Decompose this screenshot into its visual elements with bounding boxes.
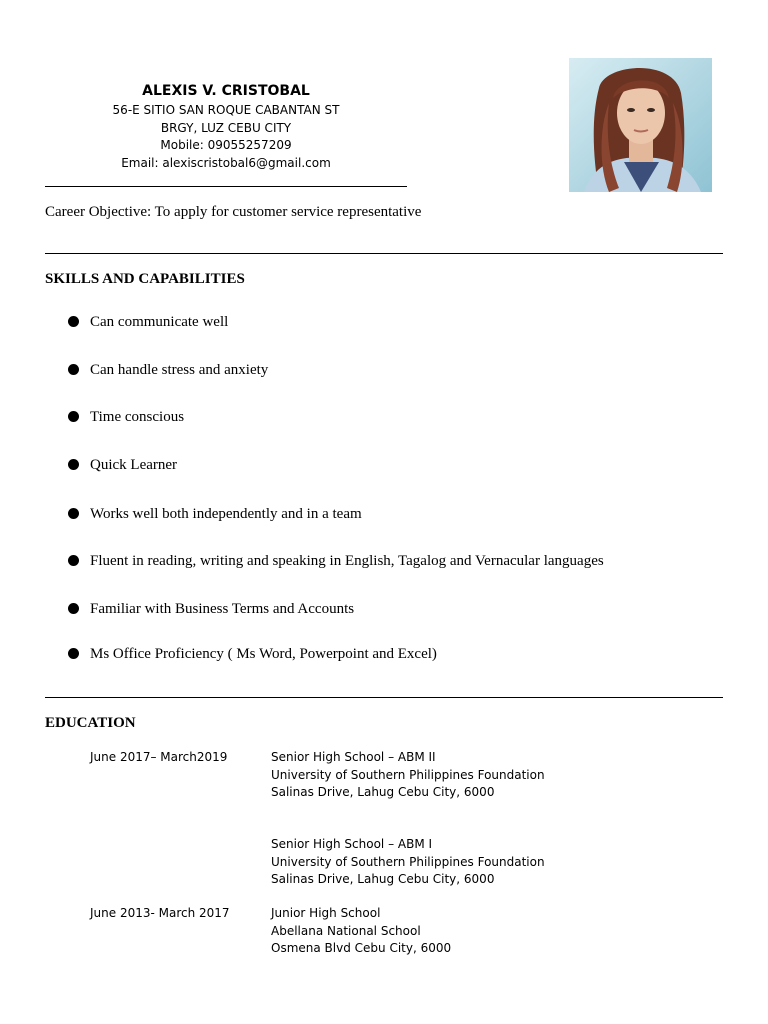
skills-divider xyxy=(45,697,723,698)
skill-text: Familiar with Business Terms and Accounts xyxy=(90,601,355,617)
education-date: June 2017– March2019 xyxy=(90,750,228,764)
career-objective: Career Objective: To apply for customer service representative xyxy=(45,204,422,220)
skills-title: SKILLS AND CAPABILITIES xyxy=(45,271,245,287)
list-item xyxy=(68,455,177,475)
bullet-icon xyxy=(68,316,79,327)
header-divider xyxy=(45,186,407,187)
skill-text: Time conscious xyxy=(90,409,185,425)
education-address: Osmena Blvd Cebu City, 6000 xyxy=(271,941,452,955)
education-entry xyxy=(271,749,545,802)
skill-text: Quick Learner xyxy=(90,457,178,473)
education-date: June 2013- March 2017 xyxy=(90,906,230,920)
skill-text: Works well both independently and in a team xyxy=(90,506,362,522)
skill-text: Ms Office Proficiency ( Ms Word, Powerpoint and Excel) xyxy=(90,646,437,662)
address-line-2: BRGY, LUZ CEBU CITY xyxy=(160,120,292,135)
education-level: Senior High School – ABM II xyxy=(271,750,436,764)
list-item xyxy=(68,644,437,664)
bullet-icon xyxy=(68,648,79,659)
bullet-icon xyxy=(68,364,79,375)
bullet-icon xyxy=(68,603,79,614)
portrait-image xyxy=(569,58,712,192)
bullet-icon xyxy=(68,555,79,566)
address-line-1: 56-E SITIO SAN ROQUE CABANTAN ST xyxy=(112,103,340,117)
bullet-icon xyxy=(68,508,79,519)
education-address: Salinas Drive, Lahug Cebu City, 6000 xyxy=(271,785,495,799)
skill-text: Can communicate well xyxy=(90,314,229,330)
education-entry xyxy=(271,905,451,958)
applicant-name: ALEXIS V. CRISTOBAL xyxy=(142,83,310,99)
resume-header xyxy=(45,80,407,172)
email-address: Email: alexiscristobal6@gmail.com xyxy=(121,155,331,170)
education-title: EDUCATION xyxy=(45,715,136,731)
mobile-number: Mobile: 09055257209 xyxy=(160,138,292,152)
skill-text: Can handle stress and anxiety xyxy=(90,362,269,378)
education-address: Salinas Drive, Lahug Cebu City, 6000 xyxy=(271,872,495,886)
skill-text: Fluent in reading, writing and speaking in English, Tagalog and Vernacular languages xyxy=(90,553,604,569)
education-school: University of Southern Philippines Foundation xyxy=(271,854,545,869)
bullet-icon xyxy=(68,411,79,422)
applicant-photo xyxy=(569,58,712,192)
education-entry xyxy=(271,836,545,889)
list-item xyxy=(68,407,184,427)
list-item xyxy=(68,599,354,619)
education-school: Abellana National School xyxy=(271,923,421,938)
education-level: Senior High School – ABM I xyxy=(271,837,433,851)
list-item xyxy=(68,504,362,524)
list-item xyxy=(68,312,228,332)
education-school: University of Southern Philippines Foundation xyxy=(271,767,545,782)
bullet-icon xyxy=(68,459,79,470)
objective-divider xyxy=(45,253,723,254)
list-item xyxy=(68,551,604,571)
education-level: Junior High School xyxy=(271,906,381,920)
list-item xyxy=(68,360,268,380)
